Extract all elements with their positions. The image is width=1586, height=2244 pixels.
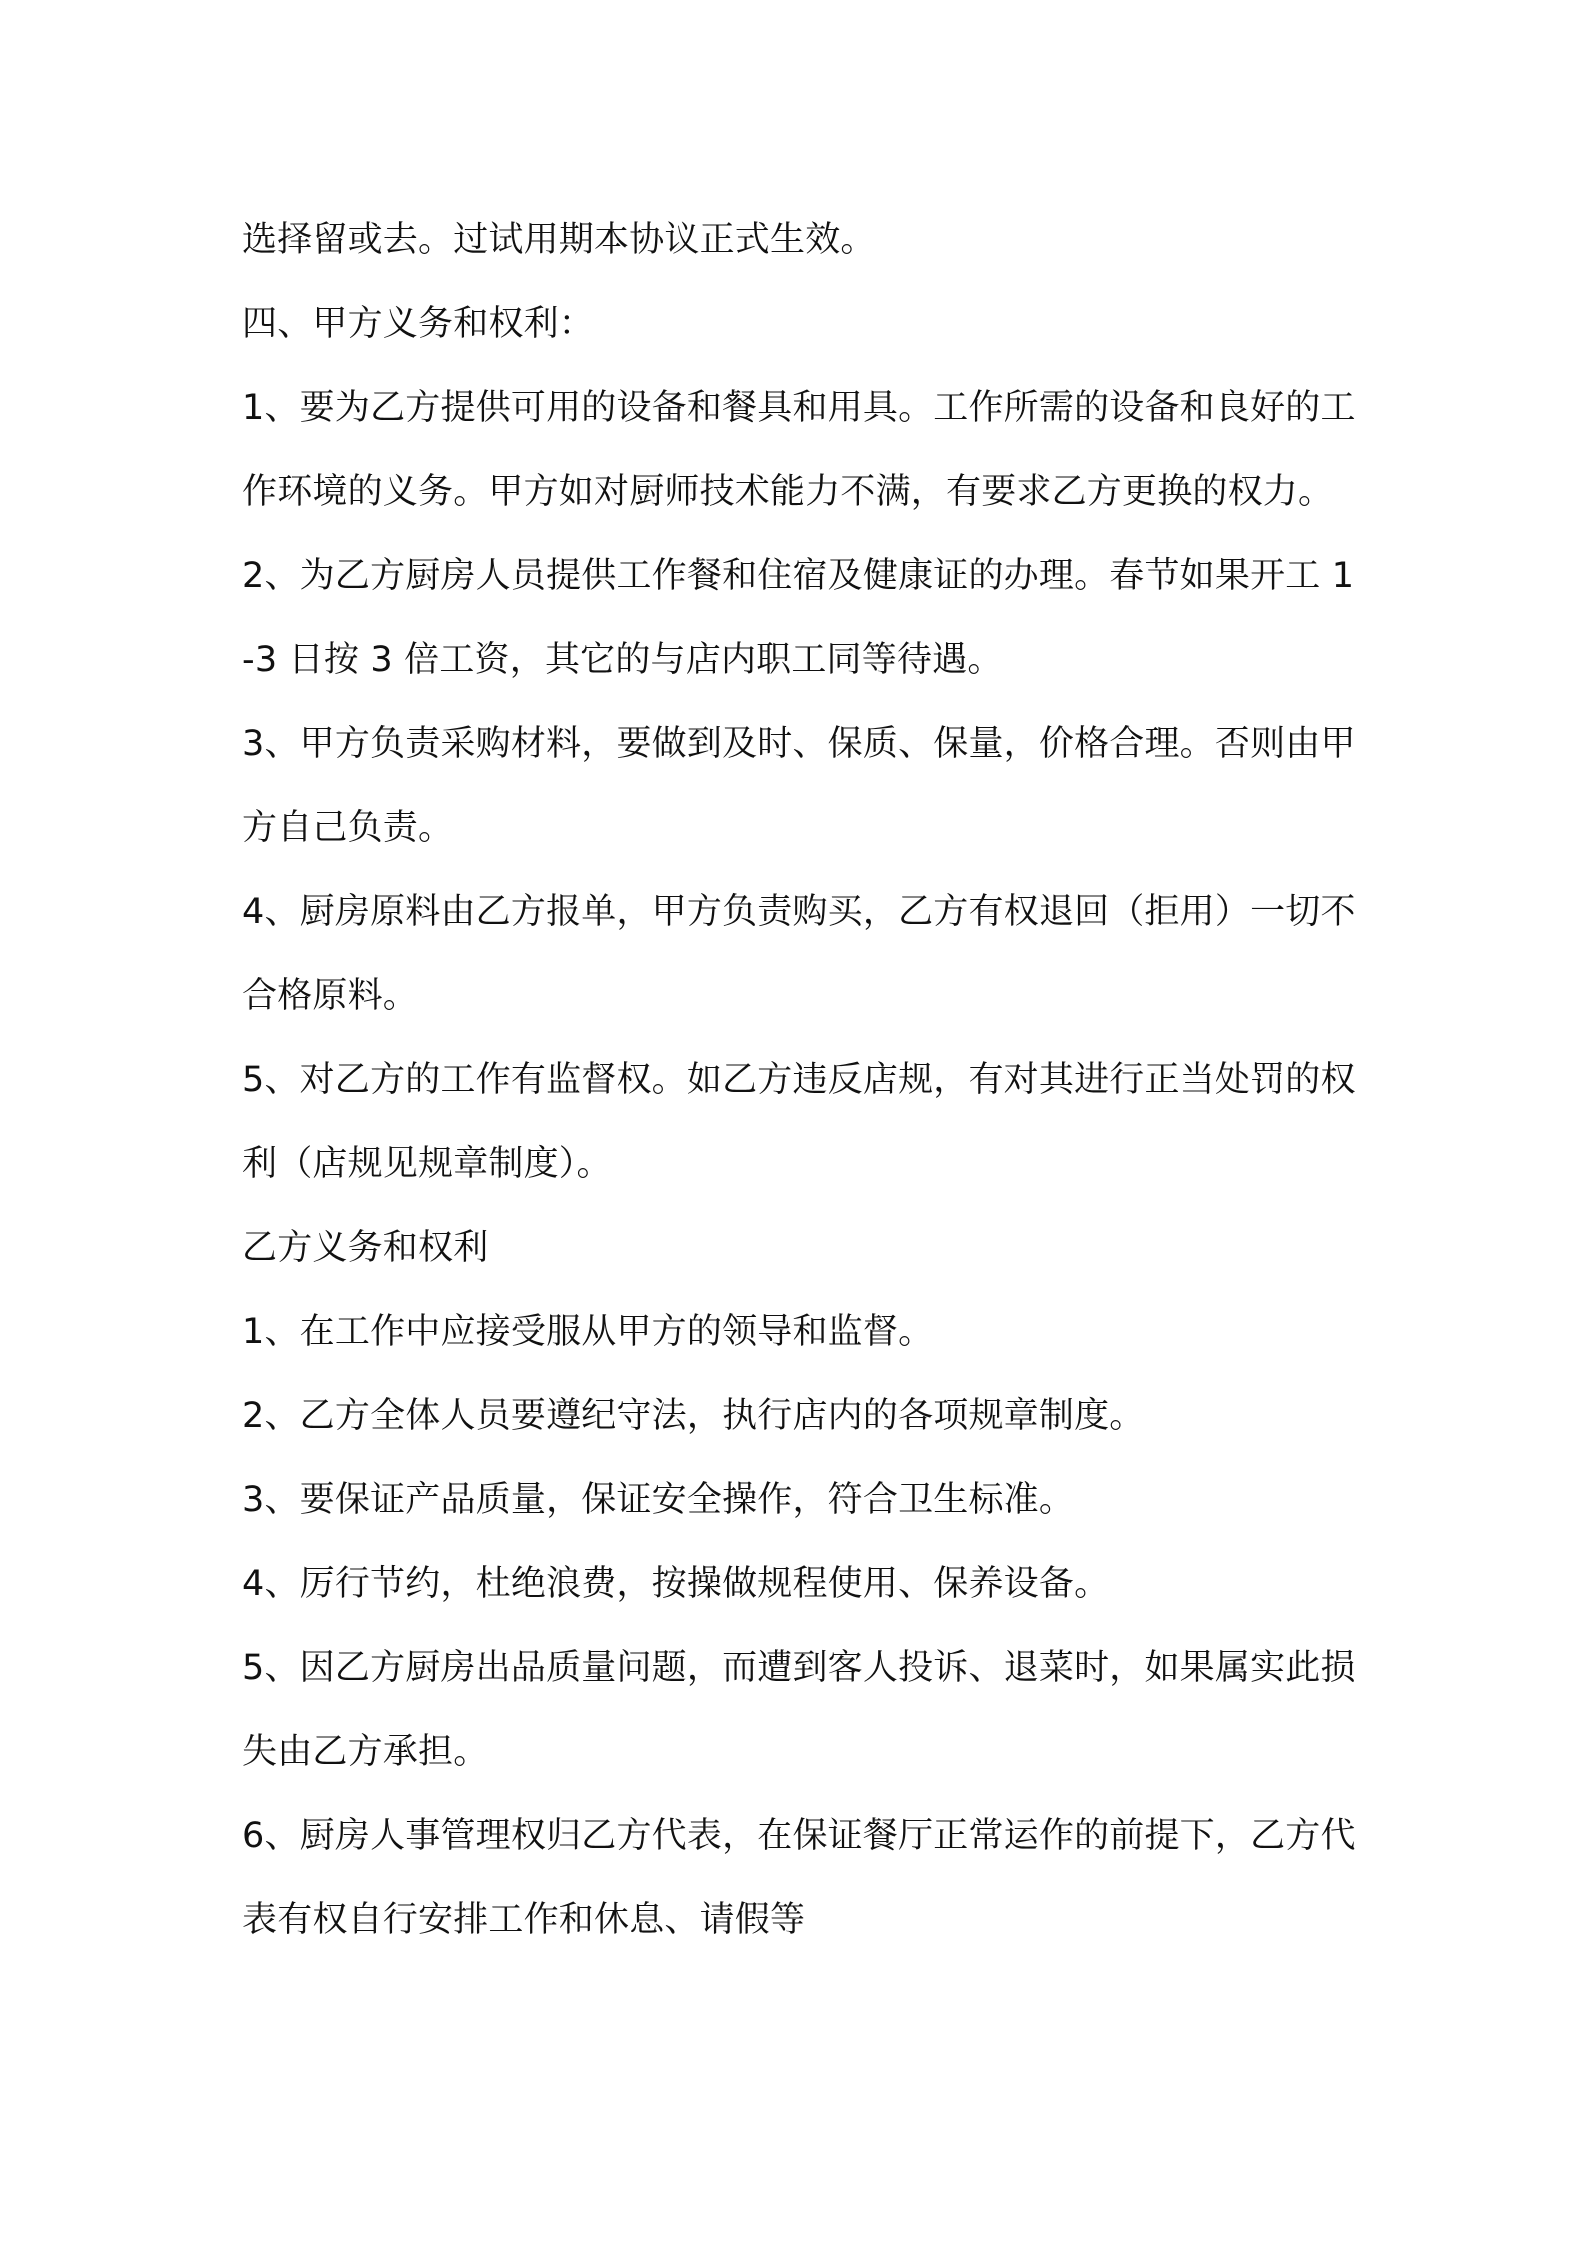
section-heading-party-a: 四、甲方义务和权利： [242,304,595,344]
paragraph-b-item-4: 4、厉行节约，杜绝浪费，按操做规程使用、保养设备。 [242,1564,1110,1604]
paragraph-a-item-2: 2、为乙方厨房人员提供工作餐和住宿及健康证的办理。春节如果开工 1-3 日按 3 倍工资，其它的与店内职工同等待遇。 [242,556,1355,680]
section-heading-party-b: 乙方义务和权利 [242,1228,489,1268]
paragraph-b-item-6: 6、厨房人事管理权归乙方代表，在保证餐厅正常运作的前提下，乙方代表有权自行安排工作和休息、请假等 [242,1816,1356,1940]
paragraph-a-item-5: 5、对乙方的工作有监督权。如乙方违反店规，有对其进行正当处罚的权利（店规见规章制度）。 [242,1060,1356,1184]
paragraph-trial-period: 选择留或去。过试用期本协议正式生效。 [242,220,876,260]
paragraph-a-item-4: 4、厨房原料由乙方报单，甲方负责购买，乙方有权退回（拒用）一切不合格原料。 [242,892,1356,1016]
paragraph-b-item-5: 5、因乙方厨房出品质量问题，而遭到客人投诉、退菜时，如果属实此损失由乙方承担。 [242,1648,1356,1772]
document-body [242,198,1362,1962]
paragraph-b-item-1: 1、在工作中应接受服从甲方的领导和监督。 [242,1312,934,1352]
paragraph-b-item-3: 3、要保证产品质量，保证安全操作，符合卫生标准。 [242,1480,1075,1520]
paragraph-a-item-1: 1、要为乙方提供可用的设备和餐具和用具。工作所需的设备和良好的工作环境的义务。甲方如对厨师技术能力不满，有要求乙方更换的权力。 [242,388,1356,512]
paragraph-a-item-3: 3、甲方负责采购材料，要做到及时、保质、保量，价格合理。否则由甲方自己负责。 [242,724,1356,848]
paragraph-b-item-2: 2、乙方全体人员要遵纪守法，执行店内的各项规章制度。 [242,1396,1145,1436]
